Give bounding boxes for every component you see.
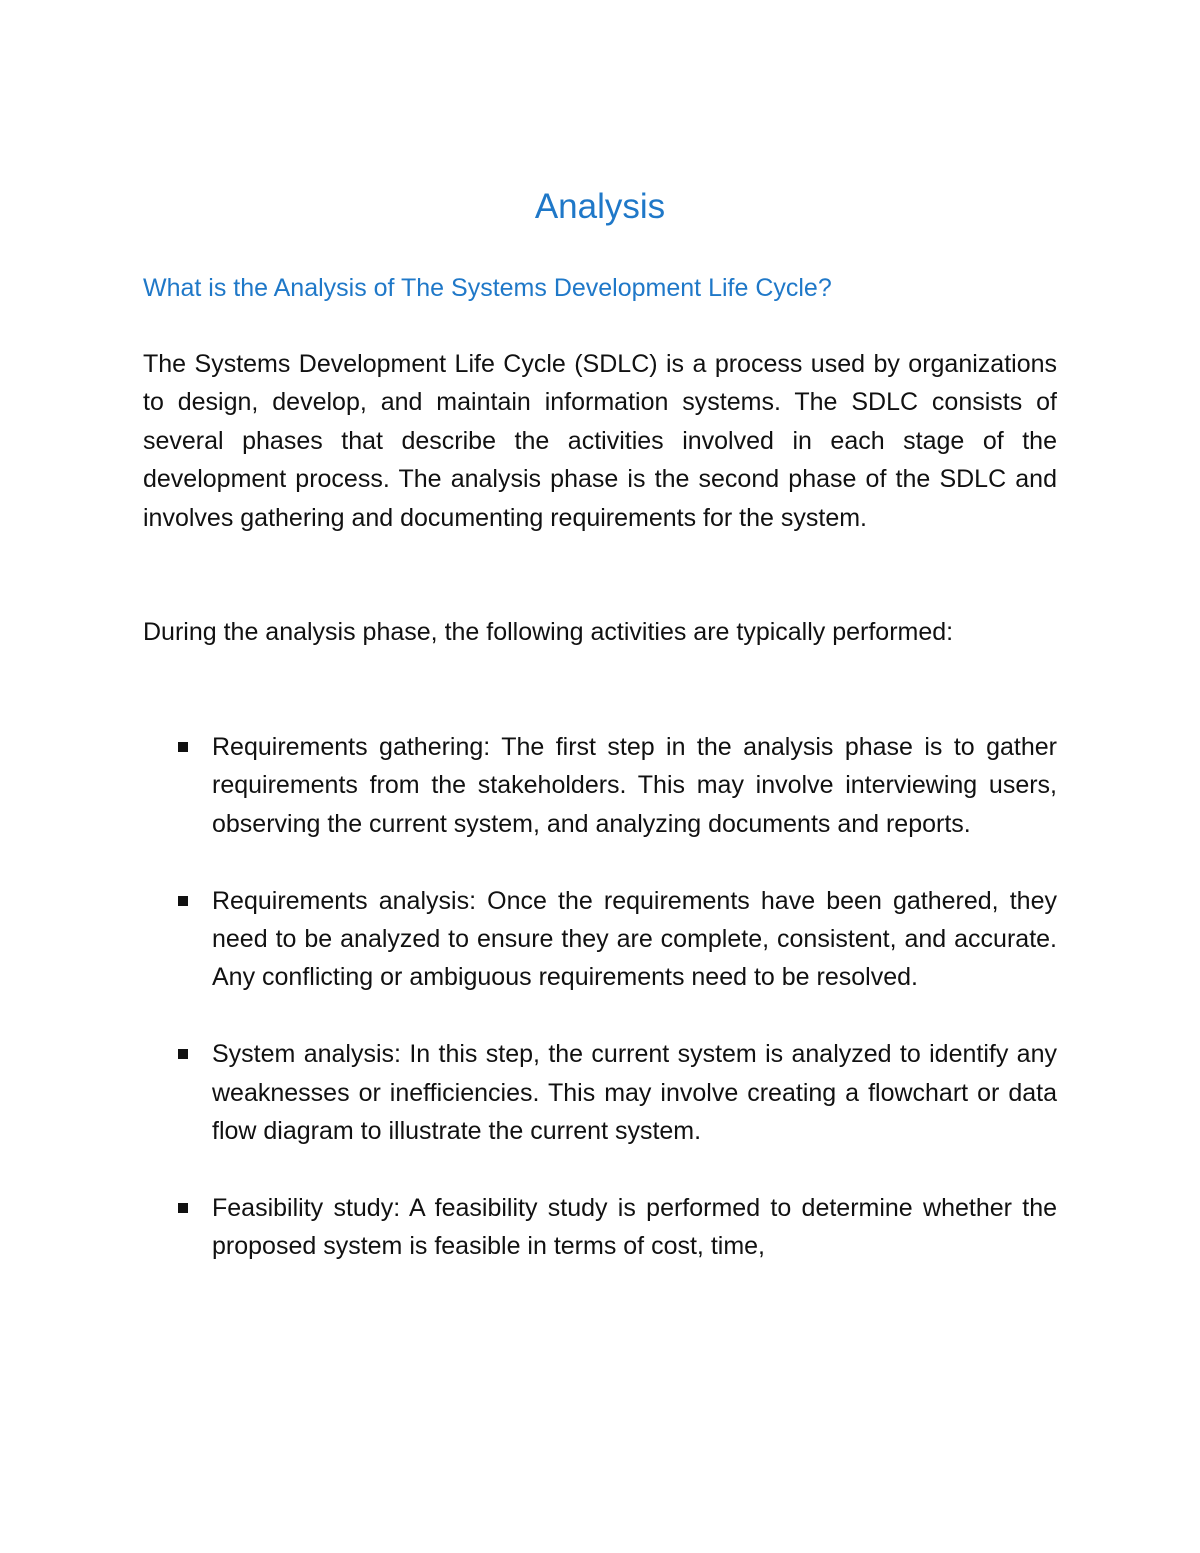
activities-intro-paragraph: During the analysis phase, the following activities are typically performed: [143,618,954,646]
square-bullet-icon [178,1203,188,1213]
square-bullet-icon [178,1049,188,1059]
list-item [143,1035,1057,1150]
list-item-text: Requirements analysis: Once the requirements have been gathered, they need to be analyzed to ensure they are complete, consistent, and accurate. Any conflicting or ambiguous requirements need to be resolved. [212,886,1057,992]
square-bullet-icon [178,742,188,752]
activities-list [143,728,1057,1304]
list-item-text: Feasibility study: A feasibility study is performed to determine whether the proposed system is feasible in terms of cost, time, [212,1193,1057,1261]
square-bullet-icon [178,896,188,906]
section-subtitle: What is the Analysis of The Systems Development Life Cycle? [143,274,832,302]
intro-paragraph: The Systems Development Life Cycle (SDLC) is a process used by organizations to design, develop, and maintain information systems. The SDLC consists of several phases that describe the activities involved in each stage of the development process. The analysis phase is the second phase of the SDLC and involves gathering and documenting requirements for the system. [143,350,1057,532]
page-title: Analysis [534,187,666,226]
list-item [143,882,1057,997]
list-item-text: Requirements gathering: The first step in the analysis phase is to gather requirements from the stakeholders. This may involve interviewing users, observing the current system, and analyzing documents and reports. [212,733,1057,838]
list-item-text: System analysis: In this step, the current system is analyzed to identify any weaknesses or inefficiencies. This may involve creating a flowchart or data flow diagram to illustrate the current system. [212,1040,1057,1146]
list-item [143,728,1057,843]
list-item [143,1189,1057,1266]
